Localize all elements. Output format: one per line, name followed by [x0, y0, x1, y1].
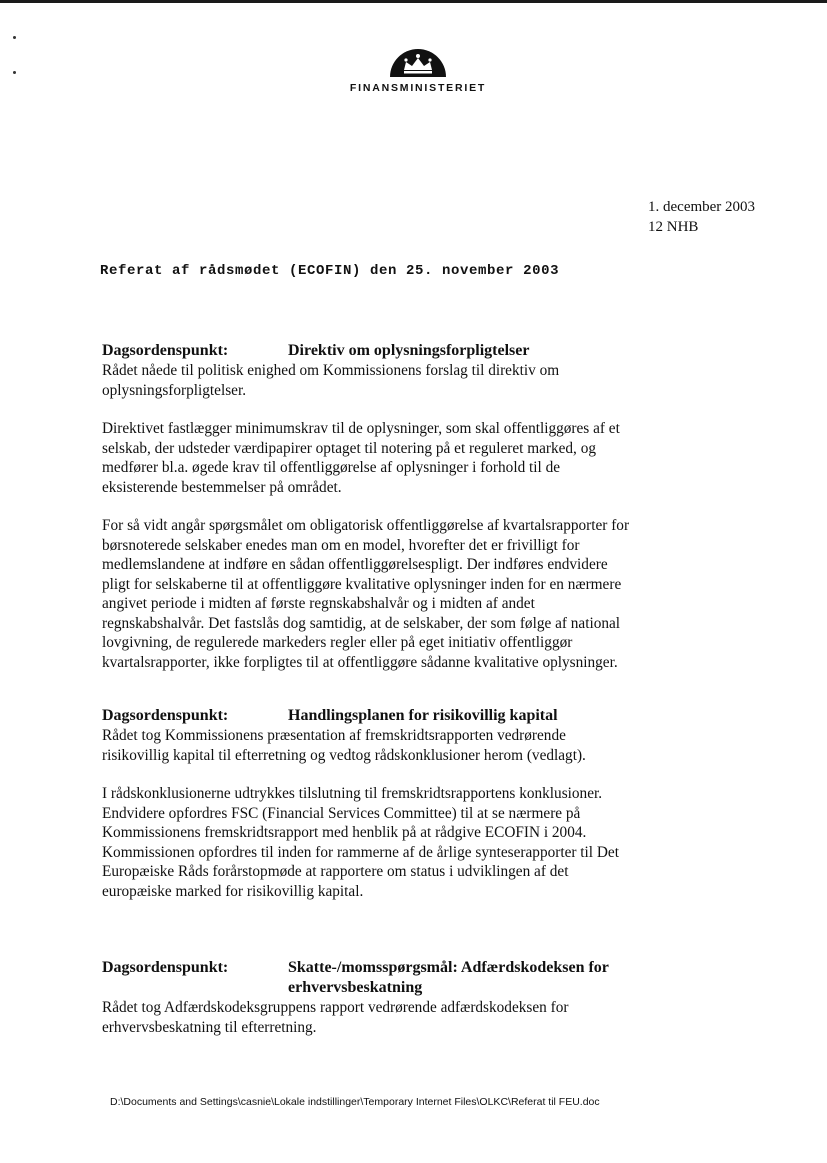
agenda-label: Dagsordenspunkt:	[102, 959, 229, 976]
document-meta	[648, 197, 755, 237]
agenda-paragraph: Rådet tog Adfærdskodeksgruppens rapport vedrørende adfærdskodeksen for erhvervsbeskatning til efterretning.	[102, 999, 569, 1036]
document-date: 1. december 2003	[648, 199, 756, 215]
agenda-topic: Skatte-/momsspørgsmål: Adfærdskodeksen for erhvervsbeskatning	[288, 959, 609, 996]
agenda-topic: Handlingsplanen for risikovillig kapital	[288, 707, 558, 724]
agenda-label: Dagsordenspunkt:	[102, 707, 229, 724]
agenda-heading	[102, 341, 632, 361]
file-path-footer: D:\Documents and Settings\casnie\Lokale indstillinger\Temporary Internet Files\OLKC\Referat til FEU.doc	[110, 1096, 600, 1108]
agenda-topic: Direktiv om oplysningsforpligtelser	[288, 342, 530, 359]
top-border-line	[0, 0, 827, 3]
agenda-paragraph: Rådet tog Kommissionens præsentation af fremskridtsrapporten vedrørende risikovillig kapital til efterretning og vedtog rådskonklusioner herom (vedlagt).	[102, 727, 586, 764]
document-reference: 12 NHB	[648, 219, 699, 235]
scan-speck	[13, 71, 16, 74]
agenda-item	[102, 958, 632, 1037]
agenda-paragraph: I rådskonklusionerne udtrykkes tilslutning til fremskridtsrapportens konklusioner. Endvidere opfordres FSC (Financial Services Committee) til at se nærmere på Kommissionens fremskridtsrapport med henblik på at rådgive ECOFIN i 2004. Kommissionen opfordres til inden for rammerne af de årlige synteserapporter til Det Europæiske Råds forårstopmøde at rapportere om status i udviklingen af det europæiske marked for risikovillig kapital.	[102, 785, 619, 900]
document-title: Referat af rådsmødet (ECOFIN) den 25. november 2003	[100, 263, 560, 279]
agenda-paragraph: Rådet nåede til politisk enighed om Kommissionens forslag til direktiv om oplysningsforpligtelser.	[102, 362, 560, 399]
agenda-paragraph: Direktivet fastlægger minimumskrav til de oplysninger, som skal offentliggøres af et selskab, der udsteder værdipapirer optaget til notering på et reguleret marked, og medfører bl.a. øgede krav til offentliggørelse af oplysninger i forhold til de eksisterende bestemmelser på området.	[102, 420, 620, 496]
agenda-paragraph: For så vidt angår spørgsmålet om obligatorisk offentliggørelse af kvartalsrapporter for børsnoterede selskaber enedes man om en model, hvorefter det er frivilligt for medlemslandene at indføre en sådan offentliggørelsespligt. Der indføres endvidere pligt for selskaberne til at offentliggøre kvalitative oplysninger inden for en nærmere angivet periode i midten af første regnskabshalvår og i midten af andet regnskabshalvår. Det fastslås dog samtidig, at de selskaber, der som følge af national lovgivning, de regulerede markeders regler eller på eget initiativ offentliggør kvartalsrapporter, ikke forpligtes til at offentliggøre sådanne kvalitative oplysninger.	[102, 517, 630, 671]
agenda-label: Dagsordenspunkt:	[102, 342, 229, 359]
agenda-item	[102, 706, 632, 901]
agenda-heading	[102, 706, 632, 726]
agenda-item	[102, 341, 632, 672]
ministry-name: FINANSMINISTERIET	[349, 82, 487, 94]
scan-speck	[13, 36, 16, 39]
crown-icon	[388, 46, 448, 78]
agenda-heading	[102, 958, 632, 998]
